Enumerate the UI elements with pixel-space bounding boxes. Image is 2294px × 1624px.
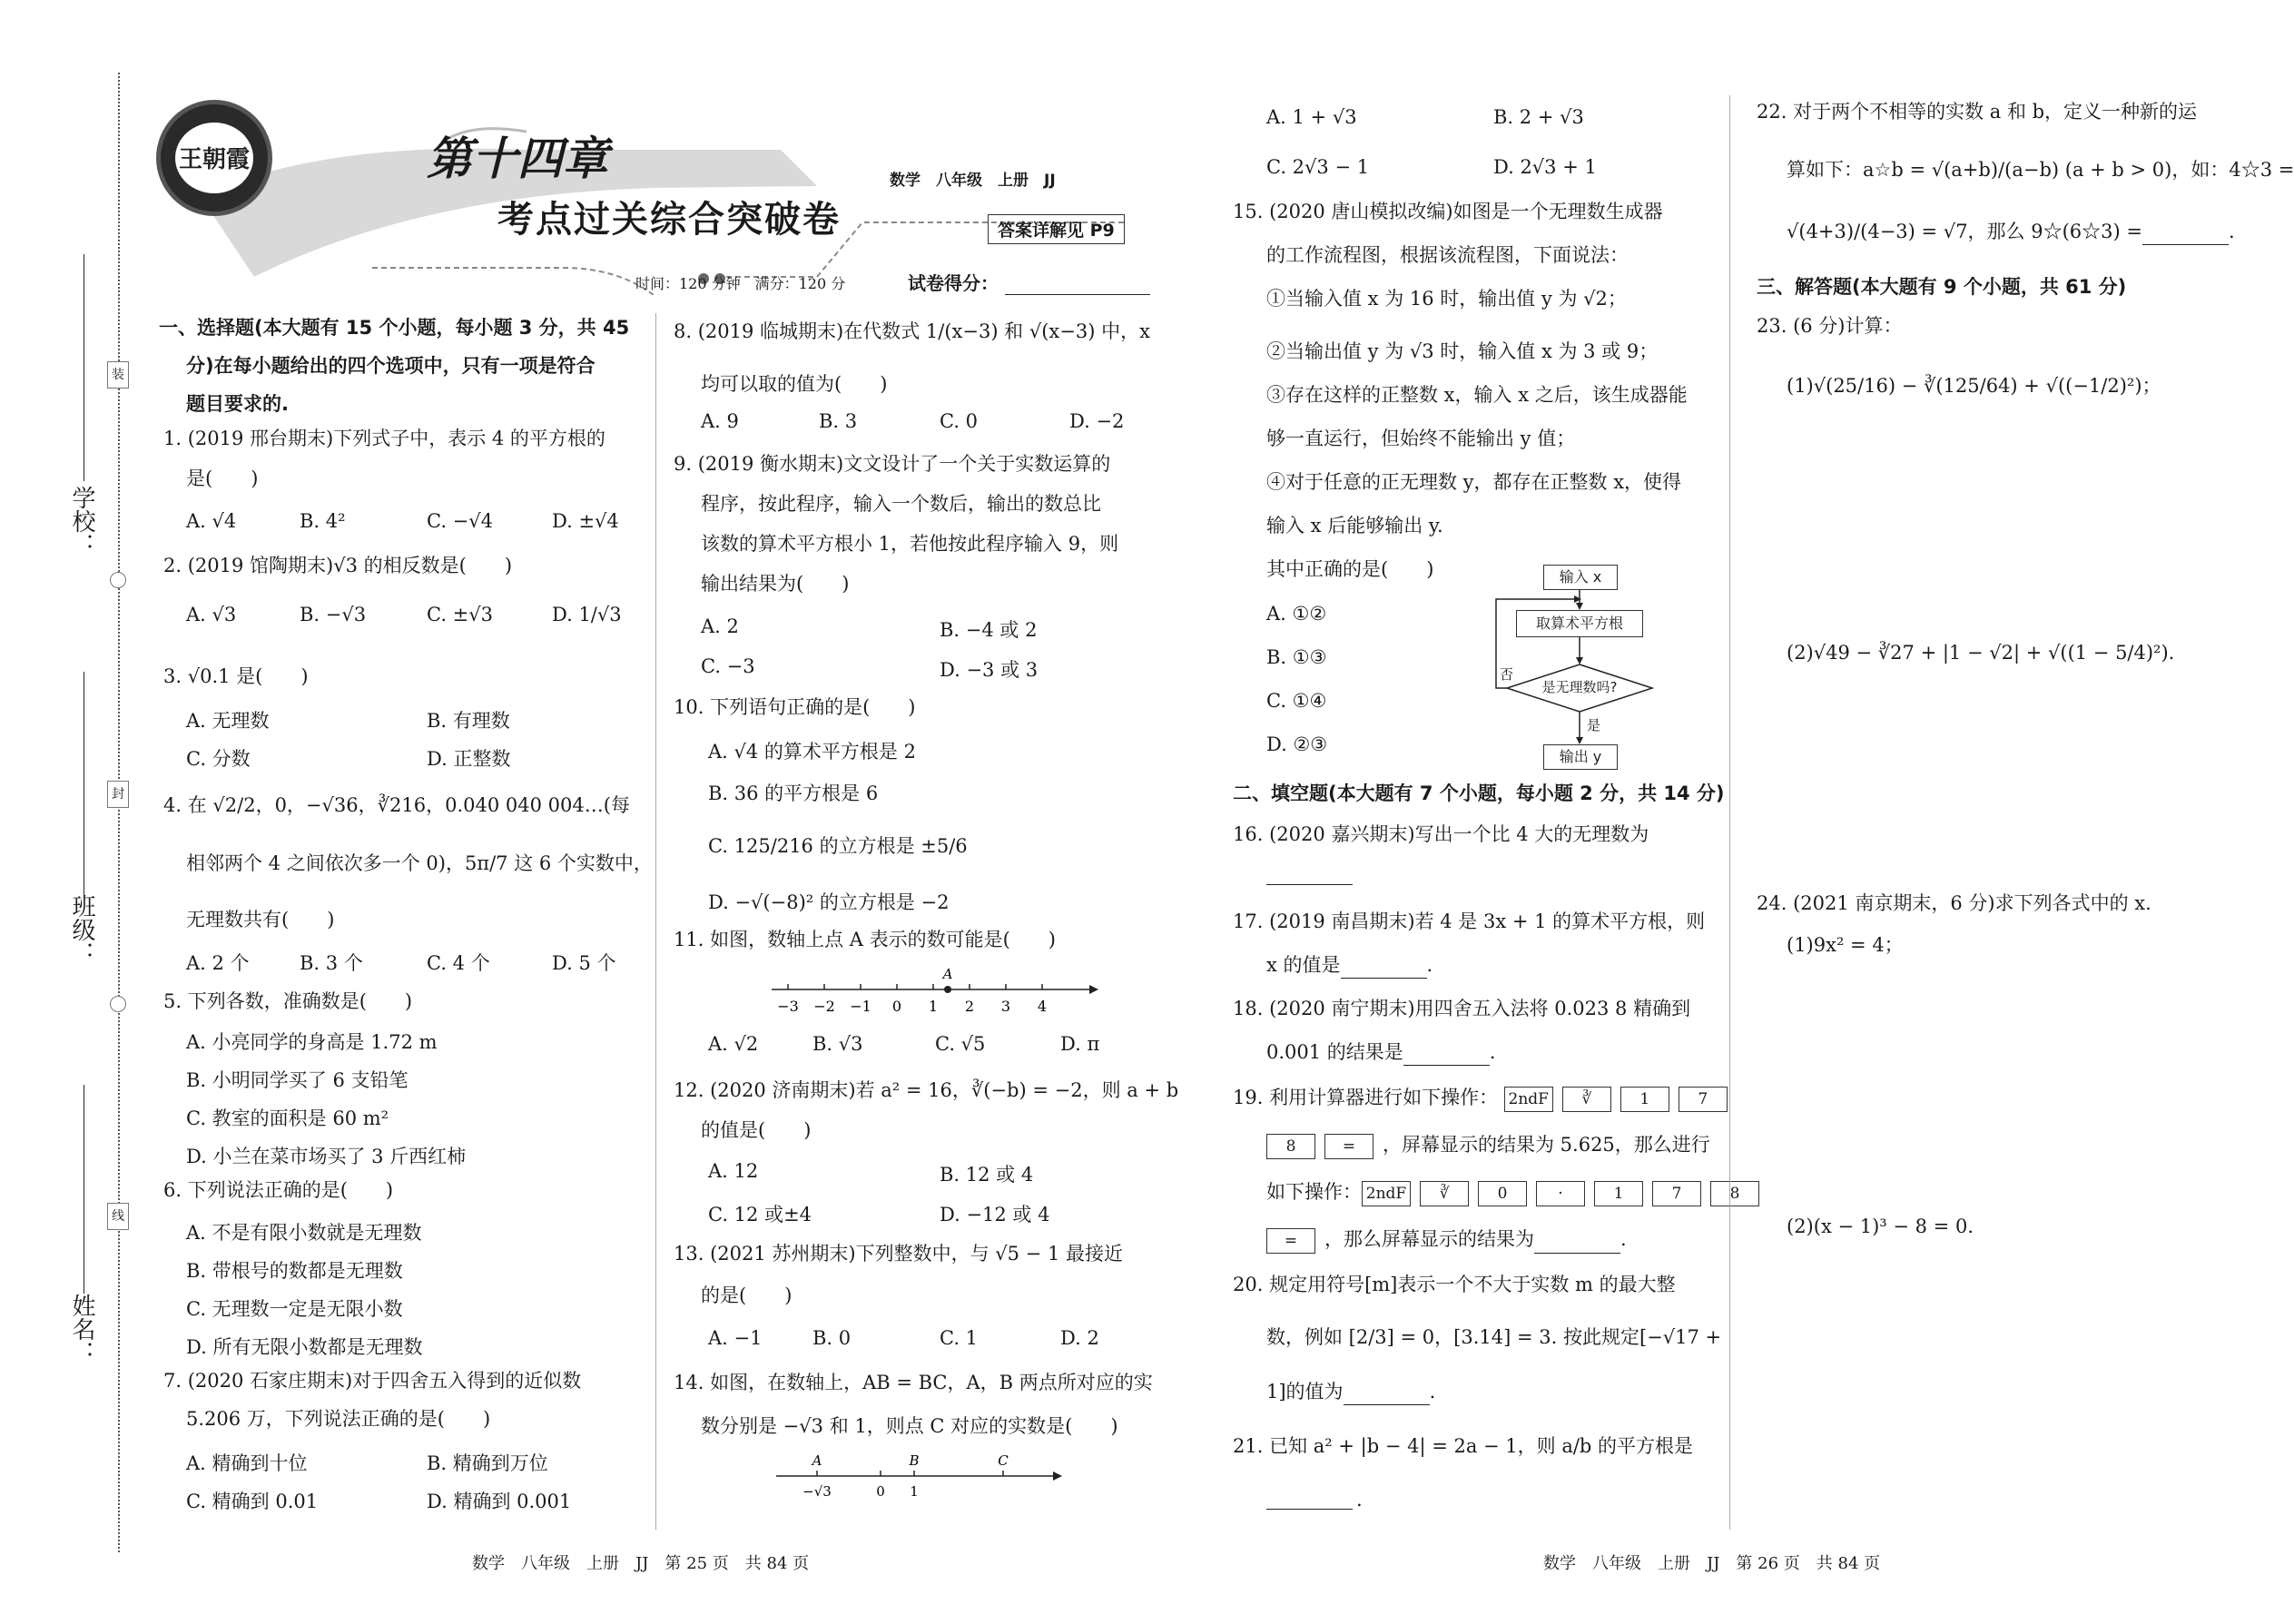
key-equals[interactable]: = [1324,1134,1373,1159]
question-23: 23. (6 分)计算： [1757,315,1903,337]
seal-mark-1: 装 [107,361,129,389]
question-24-part-1: (1)9x² = 4； [1787,934,1904,956]
question-17-line2: x 的值是 . [1266,951,1433,979]
q6-option-b[interactable]: B. 带根号的数都是无理数 [186,1260,403,1282]
q22-text: √(4+3)/(4−3) = √7，那么 9☆(6☆3) = [1787,221,2142,242]
q2-option-a[interactable]: A. √3 [186,604,237,625]
question-9-line2: 程序，按此程序，输入一个数后，输出的数总比 [701,493,1101,515]
score-label [908,269,1150,295]
q19-op-text: 如下操作： [1266,1181,1362,1203]
q24-part2-answer-space[interactable] [1787,1253,2259,1507]
nl1-point-a [944,986,951,993]
section-1-header-line1: 一、选择题(本大题有 15 个小题，每小题 3 分，共 45 [159,317,630,339]
question-11: 11. 如图，数轴上点 A 表示的数可能是( ) [674,929,1056,950]
name-label: 姓名： [68,1294,95,1364]
q6-option-a[interactable]: A. 不是有限小数就是无理数 [186,1222,422,1244]
q18-text: 0.001 的结果是 [1266,1041,1403,1063]
nl1-tick-label: −2 [813,998,835,1015]
q7-option-b[interactable]: B. 精确到万位 [427,1452,548,1474]
question-10: 10. 下列语句正确的是( ) [674,696,916,718]
q20-answer-blank[interactable] [1344,1384,1430,1405]
q19-screen-text: ，那么屏幕显示的结果为 [1324,1228,1534,1250]
q13-option-d[interactable]: D. 2 [1060,1327,1099,1349]
q5-option-a[interactable]: A. 小亮同学的身高是 1.72 m [186,1031,438,1053]
flow-output-box: 输出 y [1543,744,1618,770]
key-1-b[interactable]: 1 [1594,1181,1643,1206]
q21-answer-blank[interactable] [1266,1487,1353,1510]
key-2ndf-b[interactable]: 2ndF [1362,1181,1411,1206]
q1-option-d[interactable]: D. ±√4 [552,510,619,532]
q7-option-a[interactable]: A. 精确到十位 [186,1452,308,1474]
question-22-line2: 算如下：a☆b = √(a+b)/(a−b) (a + b > 0)，如：4☆3 = [1787,159,2294,181]
q7-option-c[interactable]: C. 精确到 0.01 [186,1491,319,1512]
question-22: 22. 对于两个不相等的实数 a 和 b，定义一种新的运 [1757,101,2198,123]
question-20: 20. 规定用符号[m]表示一个不大于实数 m 的最大整 [1233,1274,1676,1295]
q11-option-c[interactable]: C. √5 [935,1033,986,1055]
nl1-tick-label: 2 [964,998,975,1015]
question-19-line2 [1266,1131,1710,1159]
key-2ndf[interactable]: 2ndF [1504,1087,1553,1112]
nl1-tick-label: 0 [891,998,902,1015]
question-2: 2. (2019 馆陶期末)√3 的相反数是( ) [163,555,513,576]
q14-option-d[interactable]: D. 2√3 + 1 [1493,156,1597,178]
question-13: 13. (2021 苏州期末)下列整数中，与 √5 − 1 最接近 [674,1243,1123,1265]
q10-option-a[interactable]: A. √4 的算术平方根是 2 [708,741,916,763]
q23-part2-answer-space[interactable] [1787,690,2259,871]
nl2-tick-label: 0 [876,1483,885,1500]
q18-answer-blank[interactable] [1403,1045,1490,1066]
q24-part1-answer-space[interactable] [1787,971,2259,1189]
flow-yes-label: 是 [1587,717,1601,733]
section-2-header: 二、填空题(本大题有 7 个小题，每小题 2 分，共 14 分) [1233,782,1725,804]
logo-text: 王朝霞 [178,146,250,173]
q2-option-c[interactable]: C. ±√3 [427,604,494,625]
q7-option-d[interactable]: D. 精确到 0.001 [427,1491,572,1512]
q22-answer-blank[interactable] [2142,224,2229,245]
flowchart-connectors [1489,563,1707,772]
question-23-part-2: (2)√49 − ∛27 + |1 − √2| + √((1 − 5/4)²). [1787,642,2175,664]
question-19-line4: = ，那么屏幕显示的结果为 . [1266,1225,1627,1254]
q19-result-text: ，屏幕显示的结果为 5.625，那么进行 [1383,1134,1710,1156]
nl1-tick-label: 1 [928,998,939,1015]
question-9: 9. (2019 衡水期末)文文设计了一个关于实数运算的 [674,453,1111,475]
q5-option-b[interactable]: B. 小明同学买了 6 支铅笔 [186,1069,409,1091]
q4-option-c[interactable]: C. 4 个 [427,952,490,974]
q3-option-d[interactable]: D. 正整数 [427,748,511,770]
number-line-q11 [772,964,1098,1020]
question-3: 3. √0.1 是( ) [163,665,309,687]
key-0[interactable]: 0 [1478,1181,1527,1206]
question-9-line4: 输出结果为( ) [701,573,850,595]
footer-right: 数学 八年级 上册 JJ 第 26 页 共 84 页 [1543,1554,1881,1573]
q19-answer-blank[interactable] [1534,1233,1620,1254]
binding-hole-2 [110,996,126,1012]
question-22-line3: √(4+3)/(4−3) = √7，那么 9☆(6☆3) = . [1787,218,2235,245]
q8-option-c[interactable]: C. 0 [940,410,979,432]
q2-option-d[interactable]: D. 1/√3 [552,604,622,625]
q3-option-b[interactable]: B. 有理数 [427,710,510,732]
q15-option-b[interactable]: B. ①③ [1266,646,1327,668]
q17-text: x 的值是 [1266,954,1341,976]
nl2-tick-label: 1 [910,1483,919,1500]
q20-text: 1]的值为 [1266,1381,1344,1403]
nl1-tick-label: 4 [1037,998,1048,1015]
question-17: 17. (2019 南昌期末)若 4 是 3x + 1 的算术平方根，则 [1233,910,1706,932]
q12-option-a[interactable]: A. 12 [708,1160,759,1182]
question-24: 24. (2021 南京期末，6 分)求下列各式中的 x. [1757,892,2151,914]
q4-option-a[interactable]: A. 2 个 [186,952,250,974]
question-24-part-2: (2)(x − 1)³ − 8 = 0. [1787,1216,1974,1237]
question-9-line3: 该数的算术平方根小 1，若他按此程序输入 9，则 [701,533,1119,555]
exam-title: 考点过关综合突破卷 [497,198,841,241]
q3-option-c[interactable]: C. 分数 [186,748,251,770]
question-18: 18. (2020 南宁期末)用四舍五入法将 0.023 8 精确到 [1233,998,1691,1019]
q13-option-c[interactable]: C. 1 [940,1327,979,1349]
question-21: 21. 已知 a² + |b − 4| = 2a − 1，则 a/b 的平方根是 [1233,1435,1694,1457]
flow-sqrt-box: 取算术平方根 [1516,610,1643,637]
question-6: 6. 下列说法正确的是( ) [163,1179,394,1201]
q9-option-c[interactable]: C. −3 [701,655,755,677]
divider-col1-col2 [655,313,656,1530]
question-15-line2: 的工作流程图，根据该流程图，下面说法： [1266,244,1629,266]
question-20-line2: 数，例如 [2/3] = 0，[3.14] = 3. 按此规定[−√17 + [1266,1326,1722,1348]
q10-option-d[interactable]: D. −√(−8)² 的立方根是 −2 [708,891,950,913]
q15-statement-3-line2: 够一直运行，但始终不能输出 y 值； [1266,428,1576,449]
nl1-tick-label: −1 [850,998,871,1015]
key-1[interactable]: 1 [1620,1087,1669,1112]
q13-option-b[interactable]: B. 0 [812,1327,852,1349]
time-score: 时间：120 分钟 满分：120 分 [635,275,846,292]
q15-option-a[interactable]: A. ①② [1266,603,1327,625]
section-3-header: 三、解答题(本大题有 9 个小题，共 61 分) [1757,276,2127,298]
question-8-line2: 均可以取的值为( ) [701,373,888,395]
question-18-line2: 0.001 的结果是 . [1266,1038,1495,1066]
question-7-line2: 5.206 万，下列说法正确的是( ) [186,1408,491,1430]
answer-ref: 答案详解见 P9 [988,214,1125,244]
q11-option-b[interactable]: B. √3 [812,1033,863,1055]
q15-option-d[interactable]: D. ②③ [1266,733,1328,755]
school-label: 学校： [68,486,95,556]
question-15: 15. (2020 唐山模拟改编)如图是一个无理数生成器 [1233,201,1663,222]
key-8[interactable]: 8 [1266,1134,1315,1159]
q6-option-d[interactable]: D. 所有无限小数都是无理数 [186,1336,423,1358]
score-label-text: 试卷得分： [908,272,999,294]
q13-option-a[interactable]: A. −1 [708,1327,763,1349]
q8-option-b[interactable]: B. 3 [819,410,858,432]
question-19-line3 [1266,1178,1768,1206]
key-cube-root-b[interactable]: ∛ [1420,1181,1469,1206]
question-20-line3: 1]的值为 . [1266,1378,1435,1405]
question-4-line3: 无理数共有( ) [186,909,335,930]
nl2-tick-label: −√3 [802,1483,832,1500]
q9-option-d[interactable]: D. −3 或 3 [940,659,1039,681]
q21-period: . [1356,1489,1363,1511]
q17-answer-blank[interactable] [1341,958,1427,979]
q2-option-b[interactable]: B. −√3 [300,604,367,625]
q15-statement-3: ③存在这样的正整数 x，输入 x 之后，该生成器能 [1266,384,1688,406]
dotted-cut-line [118,73,120,1552]
question-12: 12. (2020 济南期末)若 a² = 16，∛(−b) = −2，则 a + b [674,1079,1179,1101]
question-13-line2: 的是( ) [701,1284,793,1306]
question-5: 5. 下列各数，准确数是( ) [163,990,413,1012]
q9-option-a[interactable]: A. 2 [701,615,739,637]
q9-option-b[interactable]: B. −4 或 2 [940,619,1038,641]
section-1-header-line2: 分)在每小题给出的四个选项中，只有一项是符合 [186,355,596,377]
question-1-line2: 是( ) [186,468,259,489]
q15-option-c[interactable]: C. ①④ [1266,690,1327,712]
q10-option-c[interactable]: C. 125/216 的立方根是 ±5/6 [708,835,968,857]
q14-option-c[interactable]: C. 2√3 − 1 [1266,156,1370,178]
number-line-q14 [776,1451,1067,1514]
footer-left: 数学 八年级 上册 JJ 第 25 页 共 84 页 [472,1554,810,1573]
class-label: 班级： [68,894,95,965]
section-1-header-line3: 题目要求的. [186,393,289,415]
q15-statement-4-line2: 输入 x 后能够输出 y. [1266,515,1443,536]
logo-seal [156,100,272,216]
q1-option-b[interactable]: B. 4² [300,510,346,532]
question-7: 7. (2020 石家庄期末)对于四舍五入得到的近似数 [163,1370,582,1392]
question-19 [1233,1084,1737,1112]
q14-option-b[interactable]: B. 2 + √3 [1493,106,1584,128]
question-1: 1. (2019 邢台期末)下列式子中，表示 4 的平方根的 [163,428,605,449]
q11-option-d[interactable]: D. π [1060,1033,1100,1055]
question-14-line2: 数分别是 −√3 和 1，则点 C 对应的实数是( ) [701,1415,1118,1437]
question-16: 16. (2020 嘉兴期末)写出一个比 4 大的无理数为 [1233,823,1649,845]
chapter-title: 第十四章 [427,133,608,185]
nl1-point-a-label: A [942,966,953,982]
q1-option-c[interactable]: C. −√4 [427,510,494,532]
divider-col3-col4 [1729,95,1730,1530]
q16-answer-blank[interactable] [1266,862,1353,885]
score-blank[interactable] [1005,276,1150,295]
q8-option-d[interactable]: D. −2 [1069,410,1125,432]
q14-option-a[interactable]: A. 1 + √3 [1266,106,1357,128]
q15-statement-2: ②当输出值 y 为 √3 时，输入值 x 为 3 或 9； [1266,340,1659,362]
q15-statement-1: ①当输入值 x 为 16 时，输出值 y 为 √2； [1266,288,1627,310]
question-4: 4. 在 √2/2，0，−√36，∛216，0.040 040 004…(每 [163,794,630,816]
q5-option-c[interactable]: C. 教室的面积是 60 m² [186,1107,389,1129]
flow-input-box: 输入 x [1543,565,1618,590]
key-cube-root[interactable]: ∛ [1562,1087,1611,1112]
q10-option-b[interactable]: B. 36 的平方根是 6 [708,782,879,804]
q1-option-a[interactable]: A. √4 [186,510,237,532]
key-equals-b[interactable]: = [1266,1228,1315,1254]
q4-option-d[interactable]: D. 5 个 [552,952,616,974]
seal-mark-2: 封 [107,781,129,808]
key-dot[interactable]: · [1536,1181,1585,1206]
question-12-line2: 的值是( ) [701,1119,812,1141]
key-7[interactable]: 7 [1679,1087,1728,1112]
nl2-point-label: B [909,1452,920,1469]
subject-meta: 数学 八年级 上册 JJ [890,172,1056,190]
q15-statement-4: ④对于任意的正无理数 y，都存在正整数 x，使得 [1266,471,1682,493]
question-8: 8. (2019 临城期末)在代数式 1/(x−3) 和 √(x−3) 中，x [674,320,1150,342]
q19-text: 19. 利用计算器进行如下操作： [1233,1087,1499,1108]
q5-option-d[interactable]: D. 小兰在菜市场买了 3 斤西红柿 [186,1146,467,1167]
q12-option-c[interactable]: C. 12 或±4 [708,1204,812,1225]
question-14: 14. 如图，在数轴上，AB = BC，A，B 两点所对应的实 [674,1372,1153,1393]
q8-option-a[interactable]: A. 9 [701,410,739,432]
binding-hole-1 [110,572,126,588]
key-7-b[interactable]: 7 [1652,1181,1701,1206]
nl1-tick-label: 3 [1000,998,1011,1015]
question-15-prompt: 其中正确的是( ) [1266,558,1434,580]
nl1-tick-label: −3 [777,998,799,1015]
q23-part1-answer-space[interactable] [1787,418,2259,599]
q3-option-a[interactable]: A. 无理数 [186,710,270,732]
flow-condition-label: 是无理数吗? [1541,679,1618,695]
q12-option-b[interactable]: B. 12 或 4 [940,1164,1034,1186]
q4-option-b[interactable]: B. 3 个 [300,952,363,974]
key-8-b[interactable]: 8 [1710,1181,1759,1206]
q11-option-a[interactable]: A. √2 [708,1033,759,1055]
q6-option-c[interactable]: C. 无理数一定是无限小数 [186,1298,403,1320]
question-4-line2: 相邻两个 4 之间依次多一个 0)，5π/7 这 6 个实数中， [186,852,653,874]
nl2-point-label: C [998,1452,1009,1469]
q12-option-d[interactable]: D. −12 或 4 [940,1204,1050,1225]
seal-mark-3: 线 [107,1203,129,1230]
flow-no-label: 否 [1500,666,1514,683]
question-23-part-1: (1)√(25/16) − ∛(125/64) + √((−1/2)²)； [1787,375,2161,397]
nl2-point-label: A [812,1452,822,1469]
